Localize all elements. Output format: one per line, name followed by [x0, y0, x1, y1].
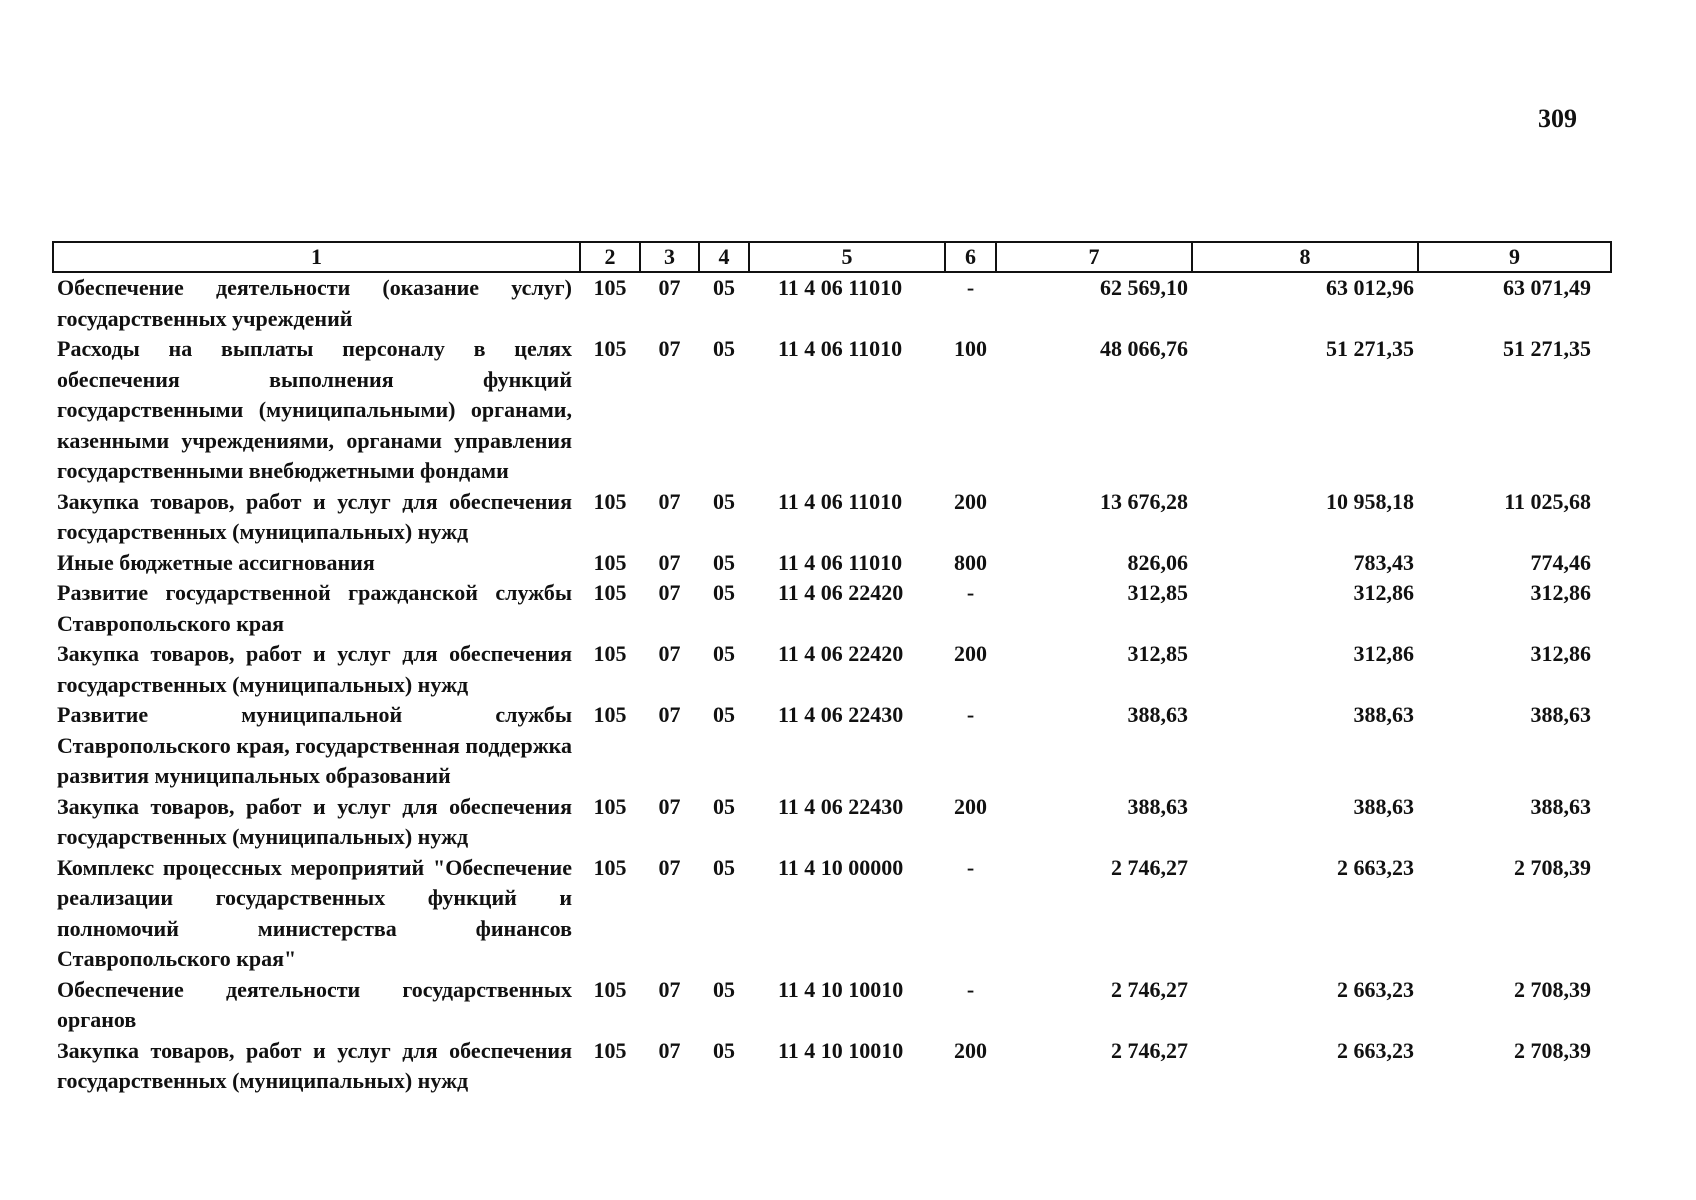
row-section: 07 [658, 275, 681, 300]
row-description: Закупка товаров, работ и услуг для обеспечения государственных (муниципальных) нужд [57, 1037, 572, 1093]
row-subsection: 05 [713, 1037, 735, 1063]
header-col-3: 3 [640, 242, 699, 272]
row-description: Обеспечение деятельности государственных органов [57, 976, 572, 1032]
row-ministry-code: 105 [593, 549, 627, 575]
row-amount-col9: 2 708,39 [1514, 1037, 1591, 1063]
row-amount-col9: 774,46 [1530, 549, 1591, 575]
row-amount-col8: 312,86 [1353, 580, 1414, 605]
row-amount-col9: 388,63 [1530, 702, 1591, 727]
row-subsection: 05 [713, 549, 735, 575]
table-row [53, 578, 1611, 639]
row-subsection: 05 [713, 580, 735, 605]
row-subsection: 05 [713, 854, 735, 880]
row-section: 07 [658, 488, 681, 514]
table-row [53, 700, 1611, 792]
row-ministry-code: 105 [593, 488, 627, 514]
header-col-6: 6 [945, 242, 996, 272]
row-ministry-code: 105 [593, 336, 627, 361]
row-amount-col8: 783,43 [1353, 549, 1414, 575]
row-target-article: 11 4 06 22420 [778, 580, 904, 605]
row-amount-col9: 388,63 [1530, 793, 1591, 819]
page-number: 309 [1538, 104, 1577, 133]
row-subsection: 05 [713, 488, 735, 514]
row-ministry-code: 105 [593, 854, 627, 880]
header-row [53, 242, 1611, 272]
row-ministry-code: 105 [593, 1037, 627, 1063]
table-row [53, 487, 1611, 548]
row-amount-col9: 51 271,35 [1503, 336, 1591, 361]
header-col-7: 7 [996, 242, 1192, 272]
table-row [53, 548, 1611, 579]
row-ministry-code: 105 [593, 641, 627, 666]
row-ministry-code: 105 [593, 793, 627, 819]
row-section: 07 [658, 976, 681, 1002]
row-section: 07 [658, 580, 681, 605]
row-description: Развитие муниципальной службы Ставропольского края, государственная поддержка развития муниципальных образований [57, 702, 572, 788]
row-description: Развитие государственной гражданской службы Ставропольского края [57, 580, 572, 636]
row-target-article: 11 4 10 00000 [778, 854, 904, 880]
row-expense-type: 200 [954, 793, 987, 819]
budget-table [52, 241, 1612, 1097]
row-amount-col7: 388,63 [1127, 702, 1188, 727]
row-amount-col8: 10 958,18 [1326, 488, 1414, 514]
row-amount-col7: 2 746,27 [1111, 854, 1188, 880]
row-ministry-code: 105 [593, 275, 627, 300]
row-expense-type: - [966, 976, 975, 1002]
row-target-article: 11 4 06 22430 [778, 793, 904, 819]
header-col-9: 9 [1418, 242, 1611, 272]
row-expense-type: 200 [954, 641, 987, 666]
header-col-1: 1 [53, 242, 580, 272]
table-row [53, 639, 1611, 700]
row-expense-type: - [966, 275, 975, 300]
table-header [53, 242, 1611, 272]
row-amount-col7: 826,06 [1127, 549, 1188, 575]
row-description: Иные бюджетные ассигнования [57, 549, 375, 575]
table-row [53, 853, 1611, 975]
header-col-8: 8 [1192, 242, 1418, 272]
row-amount-col7: 48 066,76 [1100, 336, 1188, 361]
row-amount-col9: 312,86 [1530, 580, 1591, 605]
row-description: Закупка товаров, работ и услуг для обеспечения государственных (муниципальных) нужд [57, 641, 572, 697]
row-section: 07 [658, 702, 681, 727]
row-expense-type: 100 [954, 336, 987, 361]
row-description: Комплекс процессных мероприятий "Обеспечение реализации государственных функций и полномочий министерства финансов Ставропольского края" [57, 854, 572, 971]
row-target-article: 11 4 06 11010 [778, 336, 903, 361]
row-subsection: 05 [713, 793, 735, 819]
header-col-4: 4 [699, 242, 749, 272]
table-row [53, 792, 1611, 853]
table-row [53, 1036, 1611, 1097]
row-subsection: 05 [713, 275, 735, 300]
row-subsection: 05 [713, 702, 735, 727]
row-amount-col8: 312,86 [1353, 641, 1414, 666]
header-col-5: 5 [749, 242, 945, 272]
row-description: Расходы на выплаты персоналу в целях обеспечения выполнения функций государственными (муниципальными) органами, казенными учреждениями, органами управления государственными внебюджетными фондами [57, 336, 572, 483]
row-target-article: 11 4 06 11010 [778, 549, 903, 575]
row-amount-col9: 2 708,39 [1514, 854, 1591, 880]
row-section: 07 [658, 549, 681, 575]
table-body [53, 272, 1611, 1097]
row-amount-col9: 2 708,39 [1514, 976, 1591, 1002]
row-amount-col7: 388,63 [1127, 793, 1188, 819]
row-amount-col8: 2 663,23 [1337, 1037, 1414, 1063]
row-description: Закупка товаров, работ и услуг для обеспечения государственных (муниципальных) нужд [57, 793, 572, 849]
row-description: Обеспечение деятельности (оказание услуг) государственных учреждений [57, 275, 572, 331]
row-amount-col7: 62 569,10 [1100, 275, 1188, 300]
row-amount-col9: 63 071,49 [1503, 275, 1591, 300]
row-amount-col7: 2 746,27 [1111, 976, 1188, 1002]
row-amount-col7: 2 746,27 [1111, 1037, 1188, 1063]
row-section: 07 [658, 641, 681, 666]
row-target-article: 11 4 06 22430 [778, 702, 904, 727]
row-amount-col8: 63 012,96 [1326, 275, 1414, 300]
row-amount-col9: 312,86 [1530, 641, 1591, 666]
row-target-article: 11 4 10 10010 [778, 976, 904, 1002]
row-section: 07 [658, 336, 681, 361]
row-target-article: 11 4 06 11010 [778, 275, 903, 300]
row-amount-col7: 312,85 [1127, 641, 1188, 666]
row-amount-col9: 11 025,68 [1504, 488, 1591, 514]
table-row [53, 975, 1611, 1036]
row-target-article: 11 4 06 22420 [778, 641, 904, 666]
row-expense-type: - [966, 854, 975, 880]
row-subsection: 05 [713, 976, 735, 1002]
row-expense-type: 200 [954, 1037, 987, 1063]
row-amount-col7: 13 676,28 [1100, 488, 1188, 514]
row-amount-col8: 2 663,23 [1337, 976, 1414, 1002]
table-row [53, 334, 1611, 487]
row-description: Закупка товаров, работ и услуг для обеспечения государственных (муниципальных) нужд [57, 488, 572, 544]
row-amount-col8: 51 271,35 [1326, 336, 1414, 361]
row-amount-col7: 312,85 [1127, 580, 1188, 605]
row-expense-type: 200 [954, 488, 987, 514]
row-subsection: 05 [713, 336, 735, 361]
row-section: 07 [658, 1037, 681, 1063]
row-amount-col8: 2 663,23 [1337, 854, 1414, 880]
row-expense-type: 800 [954, 549, 987, 575]
row-target-article: 11 4 06 11010 [778, 488, 903, 514]
row-expense-type: - [966, 580, 975, 605]
row-target-article: 11 4 10 10010 [778, 1037, 904, 1063]
row-ministry-code: 105 [593, 580, 627, 605]
row-section: 07 [658, 854, 681, 880]
row-expense-type: - [966, 702, 975, 727]
row-amount-col8: 388,63 [1353, 702, 1414, 727]
row-subsection: 05 [713, 641, 735, 666]
row-ministry-code: 105 [593, 976, 627, 1002]
table-row [53, 272, 1611, 334]
row-ministry-code: 105 [593, 702, 627, 727]
row-section: 07 [658, 793, 681, 819]
header-col-2: 2 [580, 242, 640, 272]
row-amount-col8: 388,63 [1353, 793, 1414, 819]
